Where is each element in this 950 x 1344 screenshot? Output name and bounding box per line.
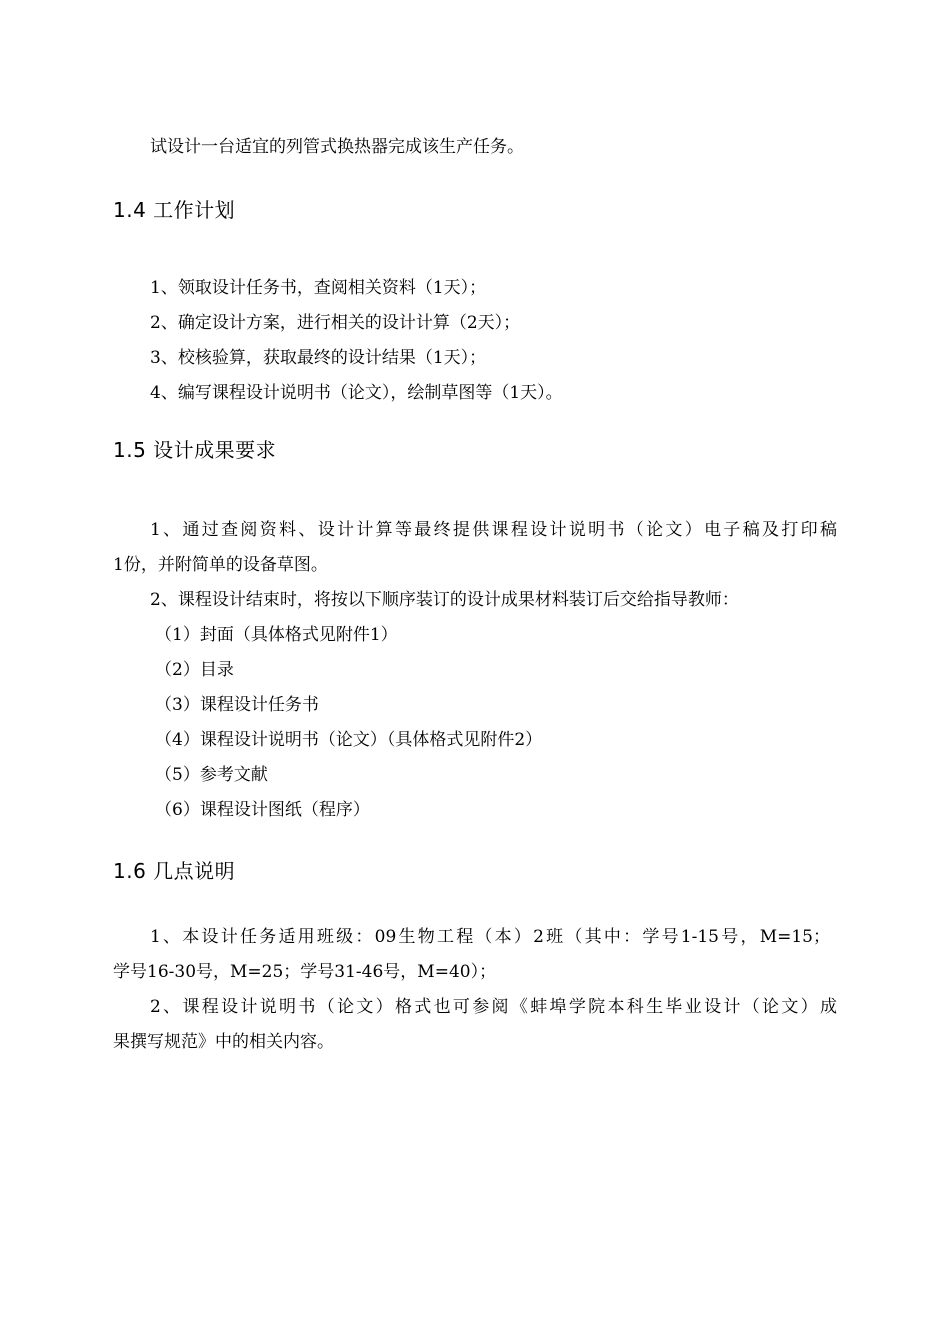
binding-list-item-3: （3）课程设计任务书 bbox=[155, 695, 319, 715]
intro-paragraph: 试设计一台适宜的列管式换热器完成该生产任务。 bbox=[150, 137, 524, 157]
requirement-paragraph-1-line-1: 1、通过查阅资料、设计计算等最终提供课程设计说明书（论文）电子稿及打印稿 bbox=[150, 520, 837, 540]
note-paragraph-1-line-2: 学号16-30号，M=25；学号31-46号，M=40）； bbox=[113, 962, 497, 982]
heading-1-6: 1.6 几点说明 bbox=[113, 859, 236, 883]
note-paragraph-2-line-2: 果撰写规范》中的相关内容。 bbox=[113, 1032, 334, 1052]
plan-item-4: 4、编写课程设计说明书（论文），绘制草图等（1天）。 bbox=[150, 383, 563, 403]
binding-list-item-4: （4）课程设计说明书（论文）（具体格式见附件2） bbox=[155, 730, 543, 750]
heading-1-5: 1.5 设计成果要求 bbox=[113, 438, 277, 462]
heading-1-4: 1.4 工作计划 bbox=[113, 198, 236, 222]
binding-list-item-6: （6）课程设计图纸（程序） bbox=[155, 800, 370, 820]
note-paragraph-1-line-1: 1、本设计任务适用班级：09生物工程（本）2班（其中：学号1-15号，M=15； bbox=[150, 927, 830, 947]
binding-list-item-5: （5）参考文献 bbox=[155, 765, 268, 785]
note-paragraph-2-line-1: 2、课程设计说明书（论文）格式也可参阅《蚌埠学院本科生毕业设计（论文）成 bbox=[150, 997, 837, 1017]
binding-list-item-2: （2）目录 bbox=[155, 660, 234, 680]
plan-item-3: 3、校核验算，获取最终的设计结果（1天）； bbox=[150, 348, 487, 368]
requirement-paragraph-2: 2、课程设计结束时，将按以下顺序装订的设计成果材料装订后交给指导教师： bbox=[150, 590, 739, 610]
plan-item-1: 1、领取设计任务书，查阅相关资料（1天）； bbox=[150, 278, 487, 298]
binding-list-item-1: （1）封面（具体格式见附件1） bbox=[155, 625, 398, 645]
plan-item-2: 2、确定设计方案，进行相关的设计计算（2天）； bbox=[150, 313, 521, 333]
requirement-paragraph-1-line-2: 1份，并附简单的设备草图。 bbox=[113, 555, 328, 575]
